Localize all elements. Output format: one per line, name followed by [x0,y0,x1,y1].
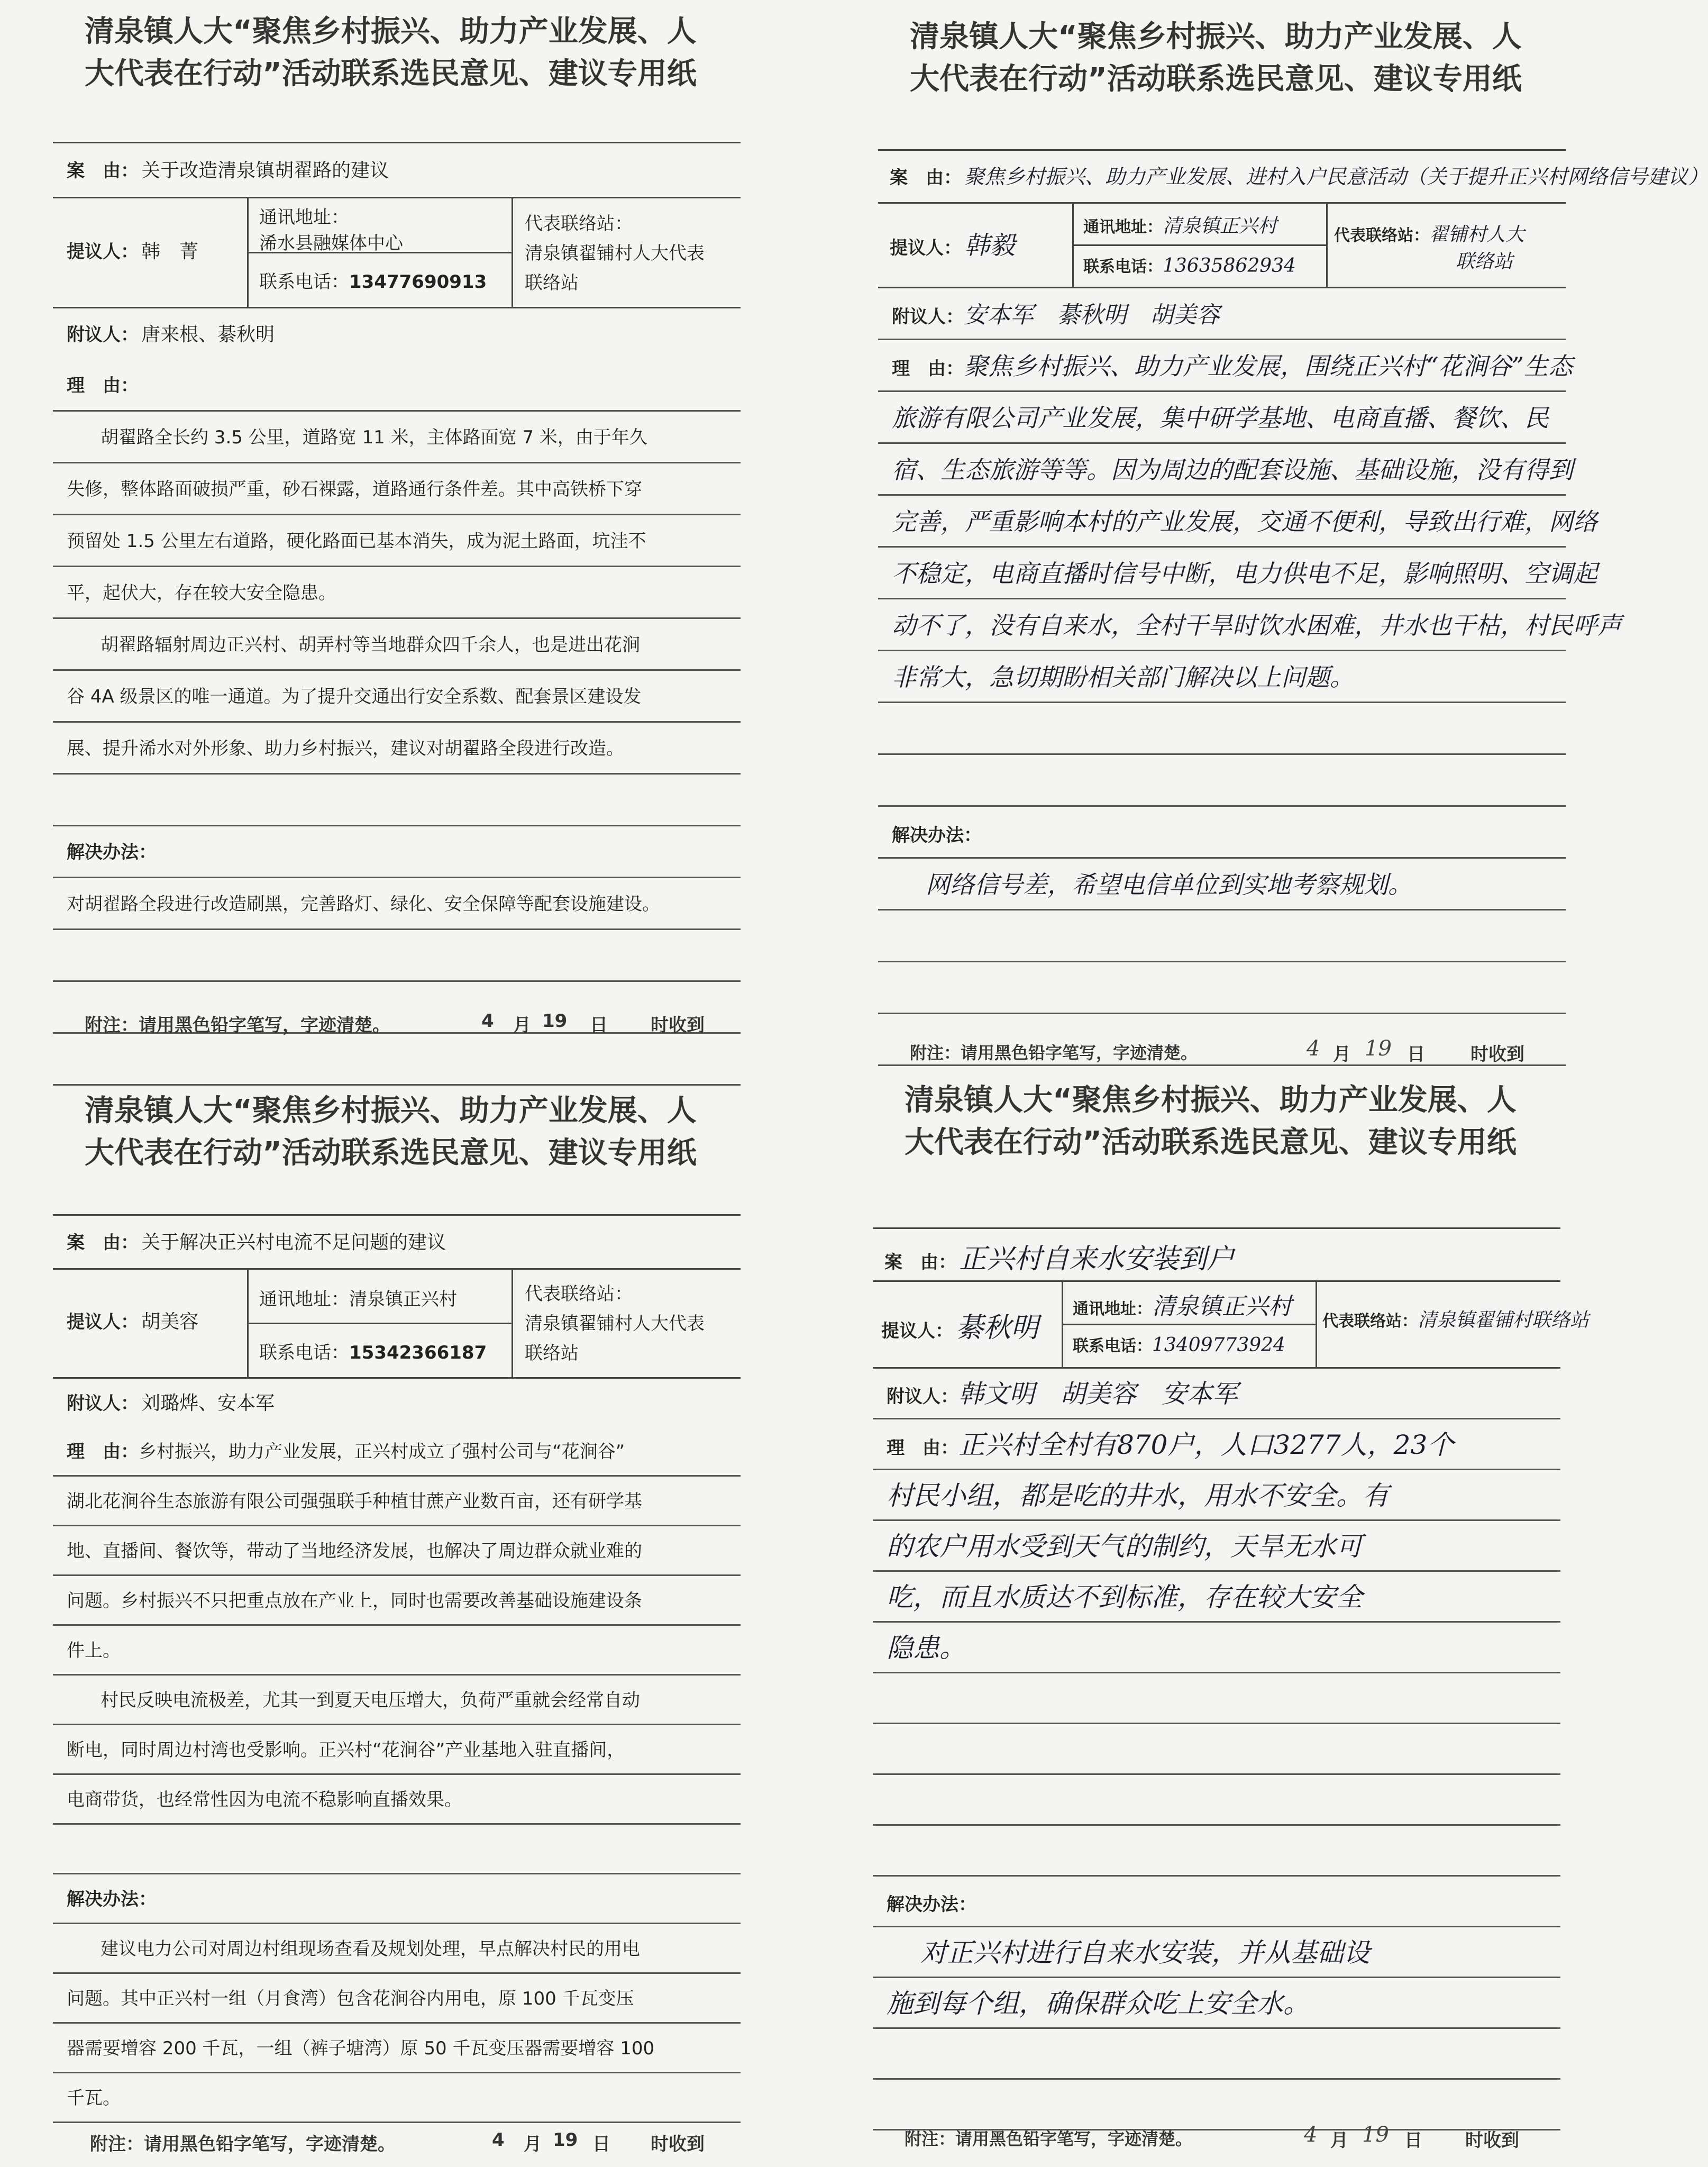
form-title: 清泉镇人大“聚焦乡村振兴、助力产业发展、人 大代表在行动”活动联系选民意见、建议专用纸 [85,1094,697,1170]
note-month: 4 [1307,1036,1320,1061]
reason-line: 湖北花涧谷生态旅游有限公司强强联手种植甘蔗产业数百亩，还有研学基 [53,1477,741,1526]
solution-line: 网络信号差，希望电信单位到实地考察规划。 [878,859,1566,910]
case-value: 关于改造清泉镇胡翟路的建议 [141,160,389,181]
solution-line: 施到每个组，确保群众吃上安全水。 [873,1978,1560,2029]
note-month: 4 [1304,2123,1318,2147]
co-proposer-value: 唐来根、綦秋明 [141,324,275,345]
case-value: 关于解决正兴村电流不足问题的建议 [141,1232,446,1253]
reason-line: 宿、生态旅游等等。因为周边的配套设施、基础设施，没有得到 [878,444,1566,496]
reason-line: 非常大，急切期盼相关部门解决以上问题。 [878,651,1566,703]
note-day: 19 [553,2129,578,2151]
form-title: 清泉镇人大“聚焦乡村振兴、助力产业发展、人 大代表在行动”活动联系选民意见、建议专用纸 [910,20,1522,96]
reason-line: 旅游有限公司产业发展，集中研学基地、电商直播、餐饮、民 [878,392,1566,444]
reason-line: 聚焦乡村振兴、助力产业发展，围绕正兴村“花涧谷”生态 [964,352,1573,380]
note-month: 4 [492,2129,505,2151]
note-month: 4 [481,1010,494,1032]
reason-line: 谷 4A 级景区的唯一通道。为了提升交通出行安全系数、配套景区建设发 [53,671,741,723]
reason-line: 村民小组，都是吃的井水，用水不安全。有 [873,1470,1560,1521]
co-proposer-value: 韩文明 胡美容 安本军 [958,1379,1238,1409]
co-proposer-value: 安本军 綦秋明 胡美容 [964,302,1220,329]
reason-line: 问题。乡村振兴不只把重点放在产业上，同时也需要改善基础设施建设条 [53,1576,741,1626]
solution-line: 建议电力公司对周边村组现场查看及规划处理，早点解决村民的用电 [53,1924,741,1974]
note-day: 19 [1362,2123,1389,2147]
reason-line: 地、直播间、餐饮等，带动了当地经济发展，也解决了周边群众就业难的 [53,1526,741,1576]
station-value: 清泉镇翟铺村联络站 [1418,1309,1590,1331]
reason-line: 展、提升浠水对外形象、助力乡村振兴，建议对胡翟路全段进行改造。 [53,723,741,775]
reason-line: 村民反映电流极差，尤其一到夏天电压增大，负荷严重就会经常自动 [53,1676,741,1725]
case-value: 正兴村自来水安装到户 [959,1243,1235,1275]
reason-line: 平，起伏大，存在较大安全隐患。 [53,567,741,619]
reason-line: 电商带货，也经常性因为电流不稳影响直播效果。 [53,1775,741,1825]
co-proposer-value: 刘璐烨、安本军 [141,1392,275,1414]
form-3: 清泉镇人大“聚焦乡村振兴、助力产业发展、人 大代表在行动”活动联系选民意见、建议专用纸 案 由： 关于解决正兴村电流不足问题的建议 提议人： 胡美容 通讯地址：清泉镇正兴村 联系电话：15342366187 代表联络站： 清泉镇翟铺村人大代表 联络站 附议人： 刘璐烨、安本军 理 由：乡村振兴，助力产业发展，正兴村成立了强村公司与“花涧谷” 湖北花涧谷生态旅游有限公司强强联手种植甘蔗产业数百亩，还有研学基 地、直播间、餐饮等，带动了当地经济发展，也解决了周边群众就业难的 问题。乡村振兴不只把重点放在产业上，同时也需要改善基础设施建设条 件上。 村民反映电流极差，尤其一到夏天电压增大，负荷严重就会经常自动 断电，同时周边村湾也受影响。正兴村“花涧谷”产业基地入驻直播间， 电商带货，也经常性因为电流不稳影响直播效果。 解决办法： 建议电力公司对周边村组现场查看及规划处理，早点解决村民的用电 问题。其中正兴村一组（月食湾）包含花涧谷内用电，原 100 千瓦变压 器需要增容 200 千瓦，一组（裤子塘湾）原 50 千瓦变压器需要增容 100 千瓦。 附注：请用黑色铅字笔写，字迹清楚。 4 月 19 日 时收到 [53,1090,741,2122]
note-day: 19 [542,1010,568,1032]
form-4: 清泉镇人大“聚焦乡村振兴、助力产业发展、人 大代表在行动”活动联系选民意见、建议专用纸 案 由： 正兴村自来水安装到户 提议人： 綦秋明 通讯地址：清泉镇正兴村 联系电话：13409773924 代表联络站：清泉镇翟铺村联络站 附议人：韩文明 胡美容 安本军 理 由：正兴村全村有870户，人口3277人，23个 村民小组，都是吃的井水，用水不安全。有 的农户用水受到天气的制约，天旱无水可 吃，而且水质达不到标准，存在较大安全 隐患。 解决办法： 对正兴村进行自来水安装，并从基础设 施到每个组，确保群众吃上安全水。 附注：请用黑色铅字笔写，字迹清楚。 4 月 19 日 时收到 [873,1079,1560,2111]
note-day: 19 [1365,1036,1392,1061]
solution-line: 对胡翟路全段进行改造刷黑，完善路灯、绿化、安全保障等配套设施建设。 [53,878,741,930]
reason-line: 断电，同时周边村湾也受影响。正兴村“花涧谷”产业基地入驻直播间， [53,1725,741,1775]
reason-line: 完善，严重影响本村的产业发展，交通不便利，导致出行难，网络 [878,496,1566,548]
phone-value: 15342366187 [349,1342,487,1363]
reason-line: 胡翟路全长约 3.5 公里，道路宽 11 米，主体路面宽 7 米，由于年久 [53,412,741,463]
phone-value: 13477690913 [349,271,487,293]
reason-line: 失修，整体路面破损严重，砂石裸露，道路通行条件差。其中高铁桥下穿 [53,463,741,515]
form-2: 清泉镇人大“聚焦乡村振兴、助力产业发展、人 大代表在行动”活动联系选民意见、建议专用纸 案 由： 聚焦乡村振兴、助力产业发展、进村入户民意活动（关于提升正兴村网络信号建议） 提议人： 韩毅 通讯地址：清泉镇正兴村 联系电话：13635862934 代表联络站：翟铺村人大 联络站 附议人：安本军 綦秋明 胡美容 理 由：聚焦乡村振兴、助力产业发展，围绕正兴村“花涧谷”生态 旅游有限公司产业发展，集中研学基地、电商直播、餐饮、民 宿、生态旅游等等。因为周边的配套设施、基础设施，没有得到 完善，严重影响本村的产业发展，交通不便利，导致出行难，网络 不稳定，电商直播时信号中断，电力供电不足，影响照明、空调起 动不了，没有自来水，全村干旱时饮水困难，井水也干枯，村民呼声 非常大，急切期盼相关部门解决以上问题。 解决办法： 网络信号差，希望电信单位到实地考察规划。 附注：请用黑色铅字笔写，字迹清楚。 4 月 19 日 时收到 [878,16,1566,1048]
proposer-value: 胡美容 [141,1311,199,1333]
address-value: 清泉镇正兴村 [1152,1293,1292,1320]
reason-line: 胡翟路辐射周边正兴村、胡弄村等当地群众四千余人，也是进出花涧 [53,619,741,671]
phone-value: 13635862934 [1163,255,1296,277]
reason-line: 件上。 [53,1626,741,1676]
reason-line: 乡村振兴，助力产业发展，正兴村成立了强村公司与“花涧谷” [139,1441,625,1462]
address-value: 浠水县融媒体中心 [259,233,403,254]
reason-line: 的农户用水受到天气的制约，天旱无水可 [873,1521,1560,1572]
address-value: 清泉镇正兴村 [1163,215,1277,237]
form-title: 清泉镇人大“聚焦乡村振兴、助力产业发展、人 大代表在行动”活动联系选民意见、建议专用纸 [85,14,697,91]
reason-line: 吃，而且水质达不到标准，存在较大安全 [873,1572,1560,1623]
solution-line: 器需要增容 200 千瓦，一组（裤子塘湾）原 50 千瓦变压器需要增容 100 [53,2024,741,2073]
reason-line: 正兴村全村有870户，人口3277人，23个 [958,1430,1454,1460]
form-title: 清泉镇人大“聚焦乡村振兴、助力产业发展、人 大代表在行动”活动联系选民意见、建议专用纸 [905,1083,1517,1160]
reason-line: 不稳定，电商直播时信号中断，电力供电不足，影响照明、空调起 [878,548,1566,599]
solution-line: 千瓦。 [53,2073,741,2123]
proposer-value: 韩 菁 [141,241,199,262]
form-1: 清泉镇人大“聚焦乡村振兴、助力产业发展、人 大代表在行动”活动联系选民意见、建议专用纸 案 由： 关于改造清泉镇胡翟路的建议 提议人： 韩 菁 通讯地址： 浠水县融媒体中心 联系电话：13477690913 代表联络站： 清泉镇翟铺村人大代表 联络站 附议人： 唐来根、綦秋明 理 由： 胡翟路全长约 3.5 公里，道路宽 11 米，主体路面宽 7 米，由于年久 失修，整体路面破损严重，砂石裸露，道路通行条件差。其中高铁桥下穿 预留处 1.5 公里左右道路，硬化路面已基本消失，成为泥土路面，坑洼不 平，起伏大，存在较大安全隐患。 胡翟路辐射周边正兴村、胡弄村等当地群众四千余人，也是进出花涧 谷 4A 级景区的唯一通道。为了提升交通出行安全系数、配套景区建设发 展、提升浠水对外形象、助力乡村振兴，建议对胡翟路全段进行改造。 解决办法： 对胡翟路全段进行改造刷黑，完善路灯、绿化、安全保障等配套设施建设。 附注：请用黑色铅字笔写，字迹清楚。 4 月 19 日 时收到 [53,11,741,1042]
reason-line: 动不了，没有自来水，全村干旱时饮水困难，井水也干枯，村民呼声 [878,599,1566,651]
phone-value: 13409773924 [1152,1334,1285,1356]
station-value: 清泉镇翟铺村人大代表 [525,243,705,264]
station-value: 清泉镇翟铺村人大代表 [525,1313,705,1334]
reason-line: 预留处 1.5 公里左右道路，硬化路面已基本消失，成为泥土路面，坑洼不 [53,515,741,567]
proposer-value: 韩毅 [964,231,1016,260]
station-value: 翟铺村人大 [1429,224,1525,245]
address-value: 清泉镇正兴村 [349,1289,457,1310]
reason-line: 隐患。 [873,1623,1560,1673]
solution-line: 问题。其中正兴村一组（月食湾）包含花涧谷内用电，原 100 千瓦变压 [53,1974,741,2024]
case-value: 聚焦乡村振兴、助力产业发展、进村入户民意活动（关于提升正兴村网络信号建议） [964,165,1708,188]
proposer-value: 綦秋明 [956,1312,1039,1344]
solution-line: 对正兴村进行自来水安装，并从基础设 [873,1927,1560,1978]
